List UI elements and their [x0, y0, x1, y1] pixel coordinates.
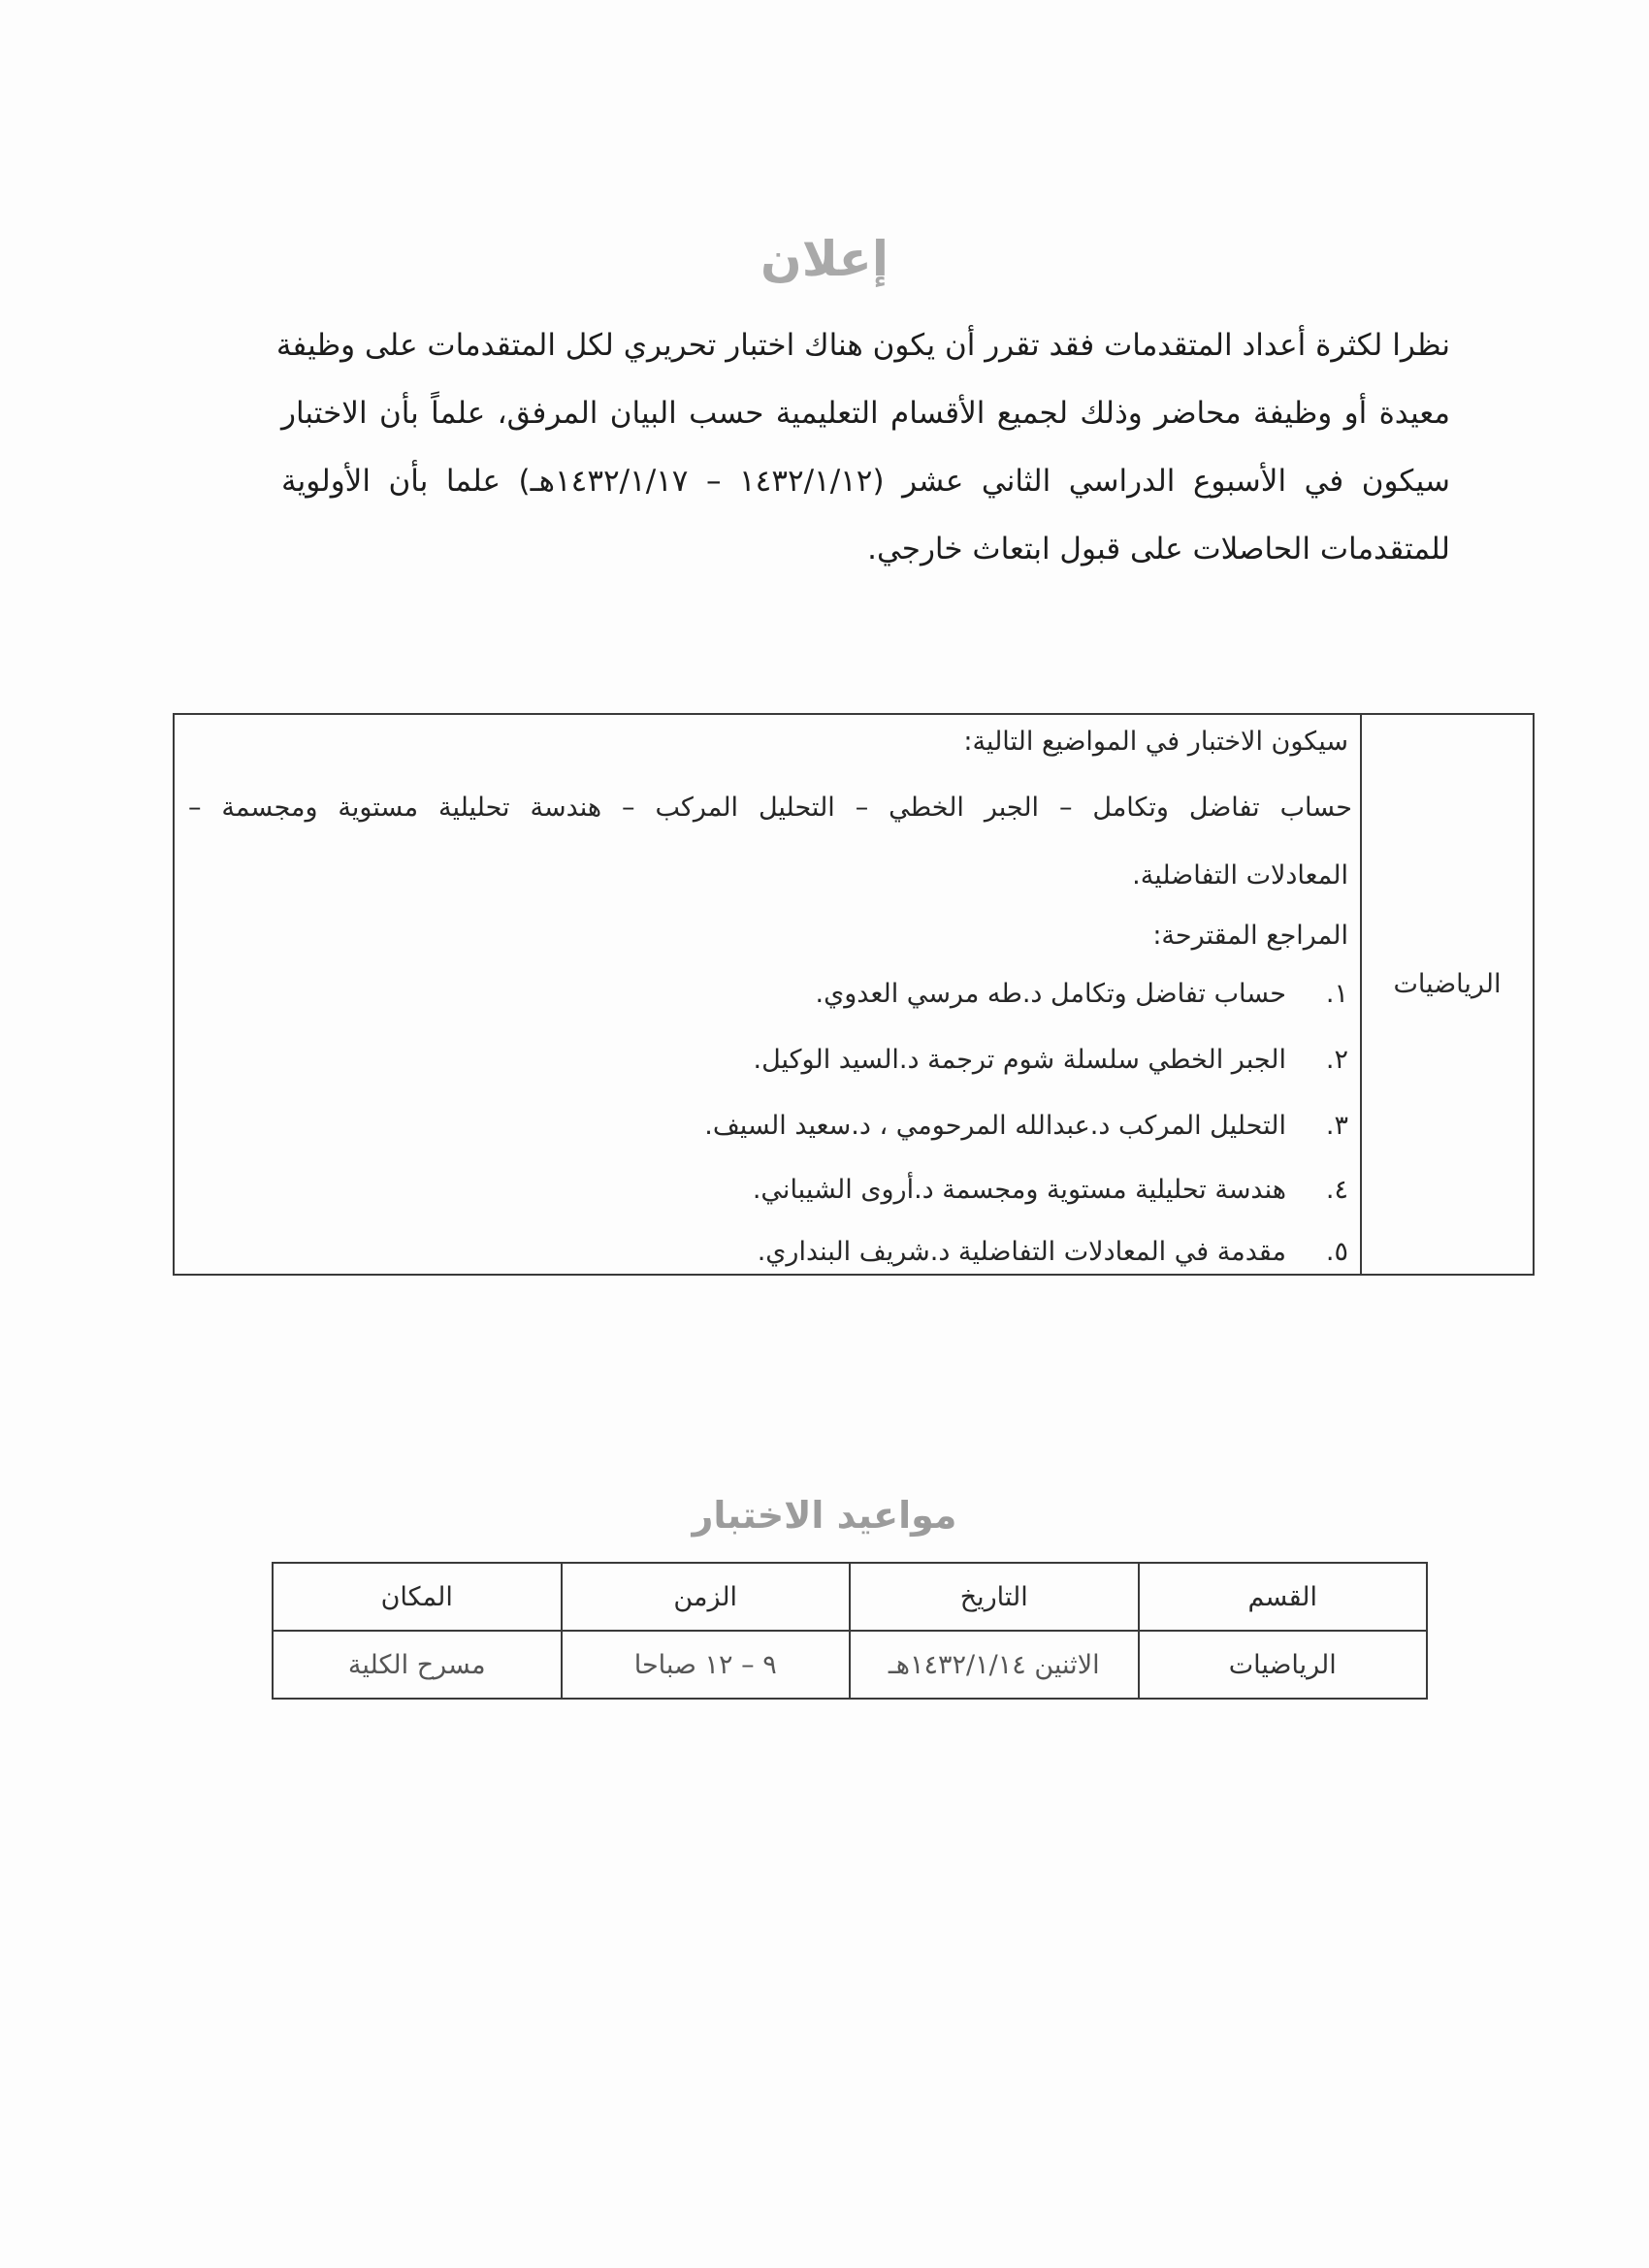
topics-list-line: حساب تفاضل وتكامل – الجبر الخطي – التحليل المركب – هندسة تحليلية مستوية ومجسمة – [188, 793, 1352, 823]
reference-item [816, 979, 1348, 1009]
announcement-line-2: معيدة أو وظيفة محاضر وذلك لجميع الأقسام التعليمية حسب البيان المرفق، علماً بأن الاختبار [281, 396, 1450, 431]
cell-place: مسرح الكلية [273, 1631, 562, 1699]
department-label: الرياضيات [1393, 969, 1502, 999]
reference-item [704, 1111, 1348, 1141]
reference-item [753, 1175, 1348, 1205]
department-cell [1360, 715, 1533, 1274]
schedule-title: مواعيد الاختبار [692, 1494, 957, 1537]
reference-item [754, 1045, 1349, 1075]
reference-number: ١. [1325, 979, 1348, 1009]
cell-department: الرياضيات [1139, 1631, 1428, 1699]
reference-text: حساب تفاضل وتكامل د.طه مرسي العدوي. [815, 979, 1286, 1009]
reference-number: ٢. [1325, 1045, 1348, 1075]
reference-item [758, 1237, 1348, 1267]
schedule-table [272, 1562, 1428, 1700]
announcement-line-3: سيكون في الأسبوع الدراسي الثاني عشر (١٤٣٢/١/١٢ – ١٤٣٢/١/١٧هـ) علما بأن الأولوية [281, 464, 1450, 499]
schedule-header-row [273, 1563, 1427, 1631]
header-time: الزمن [562, 1563, 851, 1631]
cell-date: الاثنين ١٤٣٢/١/١٤هـ [850, 1631, 1139, 1699]
header-place: المكان [273, 1563, 562, 1631]
header-department: القسم [1139, 1563, 1428, 1631]
reference-number: ٤. [1325, 1175, 1348, 1205]
schedule-row [273, 1631, 1427, 1699]
references-title: المراجع المقترحة: [1152, 921, 1348, 951]
cell-time: ٩ – ١٢ صباحا [562, 1631, 851, 1699]
topics-list-line-2: المعادلات التفاضلية. [1132, 860, 1348, 891]
reference-text: الجبر الخطي سلسلة شوم ترجمة د.السيد الوكيل. [753, 1045, 1286, 1075]
announcement-title: إعلان [760, 231, 889, 287]
reference-number: ٥. [1325, 1237, 1348, 1267]
topics-table [173, 713, 1535, 1276]
reference-text: مقدمة في المعادلات التفاضلية د.شريف البنداري. [757, 1237, 1286, 1267]
header-date: التاريخ [850, 1563, 1139, 1631]
announcement-line-1: نظرا لكثرة أعداد المتقدمات فقد تقرر أن يكون هناك اختبار تحريري لكل المتقدمات على وظيفة [275, 328, 1450, 363]
reference-text: هندسة تحليلية مستوية ومجسمة د.أروى الشيباني. [752, 1175, 1286, 1205]
topics-intro: سيكون الاختبار في المواضيع التالية: [963, 727, 1348, 757]
announcement-line-4: للمتقدمات الحاصلات على قبول ابتعاث خارجي. [867, 532, 1450, 567]
reference-text: التحليل المركب د.عبدالله المرحومي ، د.سعيد السيف. [704, 1111, 1286, 1141]
reference-number: ٣. [1325, 1111, 1348, 1141]
